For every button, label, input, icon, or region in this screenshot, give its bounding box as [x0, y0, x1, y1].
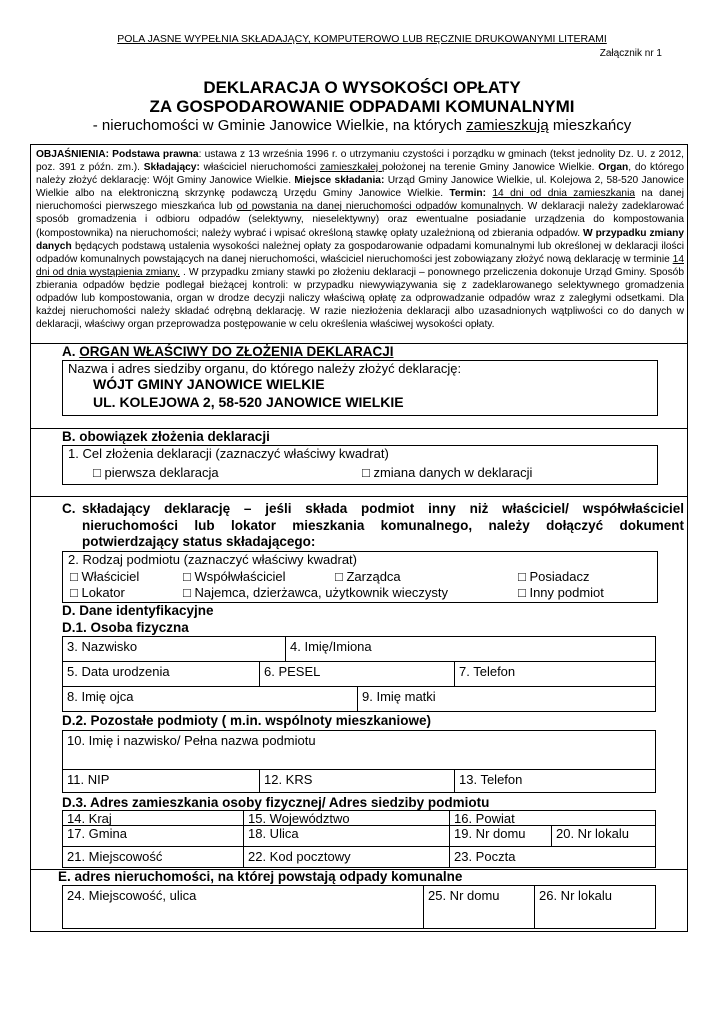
- organ-name: WÓJT GMINY JANOWICE WIELKIE: [93, 376, 325, 392]
- locality-field[interactable]: 21. Miejscowość: [62, 846, 244, 868]
- municipality-field[interactable]: 17. Gmina: [62, 825, 244, 847]
- surname-field[interactable]: 3. Nazwisko: [62, 636, 286, 662]
- house-number-field[interactable]: 19. Nr domu: [449, 825, 552, 847]
- section-c-prefix: C.: [62, 501, 76, 516]
- street-field[interactable]: 18. Ulica: [243, 825, 450, 847]
- section-d-heading: D. Dane identyfikacyjne: [62, 603, 214, 618]
- entity-phone-field[interactable]: 13. Telefon: [454, 769, 656, 793]
- first-names-field[interactable]: 4. Imię/Imiona: [285, 636, 656, 662]
- section-c-heading: składający deklarację – jeśli składa podmiot inny niż właściciel/ współwłaściciel nieruchomości lub lokator mieszkania komunalnego, należy dołączyć dokument potwierdzający status składającego:: [82, 501, 684, 549]
- section-d1-heading: D.1. Osoba fizyczna: [62, 620, 189, 635]
- holder-checkbox[interactable]: □ Posiadacz: [518, 569, 590, 584]
- owner-checkbox[interactable]: □ Właściciel: [70, 569, 140, 584]
- form-instruction: POLA JASNE WYPEŁNIA SKŁADAJĄCY, KOMPUTEROWO LUB RĘCZNIE DRUKOWANYMI LITERAMI: [117, 33, 607, 45]
- section-a-heading: A. ORGAN WŁAŚCIWY DO ZŁOŻENIA DEKLARACJI: [62, 344, 394, 359]
- birth-date-field[interactable]: 5. Data urodzenia: [62, 661, 260, 687]
- phone-field[interactable]: 7. Telefon: [454, 661, 656, 687]
- explanations-text: OBJAŚNIENIA: Podstawa prawna: ustawa z 13 września 1996 r. o utrzymaniu czystości i porządku w gminach (tekst jednolity Dz. U. z 2012, poz. 391 z późn. zm.). Składający: właściciel nieruchomości zamieszkałej położonej na terenie Gminy Janowice Wielkie. Organ, do którego należy złożyć deklarację: Wójt Gminy Janowice Wielkie. Miejsce składania: Urząd Gminy Janowice Wielkie, ul. Kolejowa 2, 58-520 Janowice Wielkie albo na elektroniczną skrzynkę podawczą Urzędu Gminy Janowice Wielkie. Termin: 14 dni od dnia zamieszkania na danej nieruchomości pierwszego mieszkańca lub od powstania na danej nieruchomości odpadów komunalnych. W deklaracji należy zadeklarować sposób gromadzenia i odbioru odpadów (selektywny, nieselektywny) oraz ewentualne posiadanie urządzenia do kompostowania (kompostownika) na nieruchomości; należy wybrać i wpisać określoną stawkę opłaty uzależnioną od zbierania odpadów. W przypadku zmiany danych będących podstawą ustalenia wysokości należnej opłaty za gospodarowanie odpadami komunalnymi lub określonej w deklaracji ilości odpadów komunalnych powstających na danej nieruchomości, właściciel nieruchomości jest zobowiązany złożyć nową deklarację w terminie 14 dni od dnia wystąpienia zmiany. . W przypadku zmiany stawki po złożeniu deklaracji – ponownego przeliczenia dokonuje Urząd Gminy. Sposób zbierania odpadów będzie podlegał bieżącej kontroli: w przypadku niewywiązywania się z zadeklarowanego selektywnego gromadzenia odpadów lub kompostowania, organ w drodze decyzji naliczy właściwą opłatę za odprowadzanie odpadów wraz z zaległymi odsetkami. Dla każdej nieruchomości należy składać odrębną deklarację. W razie niezłożenia deklaracji albo uzasadnionych wątpliwości co do danych w deklaracji, właściwy organ przeprowadza postępowanie w celu określenia właściwej wysokości opłaty.: [36, 149, 684, 331]
- tenant-checkbox[interactable]: □ Lokator: [70, 585, 125, 600]
- voivodeship-field[interactable]: 15. Województwo: [243, 810, 450, 826]
- other-subject-checkbox[interactable]: □ Inny podmiot: [518, 585, 604, 600]
- form-title-line1: DEKLARACJA O WYSOKOŚCI OPŁATY: [203, 78, 521, 97]
- co-owner-checkbox[interactable]: □ Współwłaściciel: [183, 569, 286, 584]
- nip-field[interactable]: 11. NIP: [62, 769, 260, 793]
- section-b-heading: B. obowiązek złożenia deklaracji: [62, 429, 270, 444]
- pesel-field[interactable]: 6. PESEL: [259, 661, 455, 687]
- form-title-line2: ZA GOSPODAROWANIE ODPADAMI KOMUNALNYMI: [149, 97, 575, 116]
- county-field[interactable]: 16. Powiat: [449, 810, 656, 826]
- divider: [30, 496, 688, 497]
- postal-code-field[interactable]: 22. Kod pocztowy: [243, 846, 450, 868]
- krs-field[interactable]: 12. KRS: [259, 769, 455, 793]
- subject-type-label: 2. Rodzaj podmiotu (zaznaczyć właściwy kwadrat): [68, 552, 357, 567]
- first-declaration-checkbox[interactable]: □ pierwsza deklaracja: [93, 465, 219, 480]
- father-name-field[interactable]: 8. Imię ojca: [62, 686, 358, 712]
- section-d2-heading: D.2. Pozostałe podmioty ( m.in. wspólnoty mieszkaniowe): [62, 713, 432, 728]
- section-d3-heading: D.3. Adres zamieszkania osoby fizycznej/ Adres siedziby podmiotu: [62, 795, 490, 810]
- property-apartment-number-field[interactable]: 26. Nr lokalu: [534, 885, 656, 929]
- property-house-number-field[interactable]: 25. Nr domu: [423, 885, 535, 929]
- organ-label: Nazwa i adres siedziby organu, do którego należy złożyć deklarację:: [68, 361, 462, 376]
- purpose-label: 1. Cel złożenia deklaracji (zaznaczyć właściwy kwadrat): [68, 446, 389, 461]
- post-office-field[interactable]: 23. Poczta: [449, 846, 656, 868]
- entity-name-field[interactable]: 10. Imię i nazwisko/ Pełna nazwa podmiotu: [62, 730, 656, 770]
- data-change-checkbox[interactable]: □ zmiana danych w deklaracji: [362, 465, 533, 480]
- form-subtitle: - nieruchomości w Gminie Janowice Wielkie, na których zamieszkują mieszkańcy: [92, 117, 632, 134]
- organ-address: UL. KOLEJOWA 2, 58-520 JANOWICE WIELKIE: [93, 394, 404, 410]
- apartment-number-field[interactable]: 20. Nr lokalu: [551, 825, 656, 847]
- manager-checkbox[interactable]: □ Zarządca: [335, 569, 401, 584]
- property-locality-street-field[interactable]: 24. Miejscowość, ulica: [62, 885, 424, 929]
- attachment-number: Załącznik nr 1: [599, 48, 662, 59]
- mother-name-field[interactable]: 9. Imię matki: [357, 686, 656, 712]
- section-e-heading: E. adres nieruchomości, na której powstają odpady komunalne: [58, 869, 463, 884]
- lessee-checkbox[interactable]: □ Najemca, dzierżawca, użytkownik wieczysty: [183, 585, 449, 600]
- country-field[interactable]: 14. Kraj: [62, 810, 244, 826]
